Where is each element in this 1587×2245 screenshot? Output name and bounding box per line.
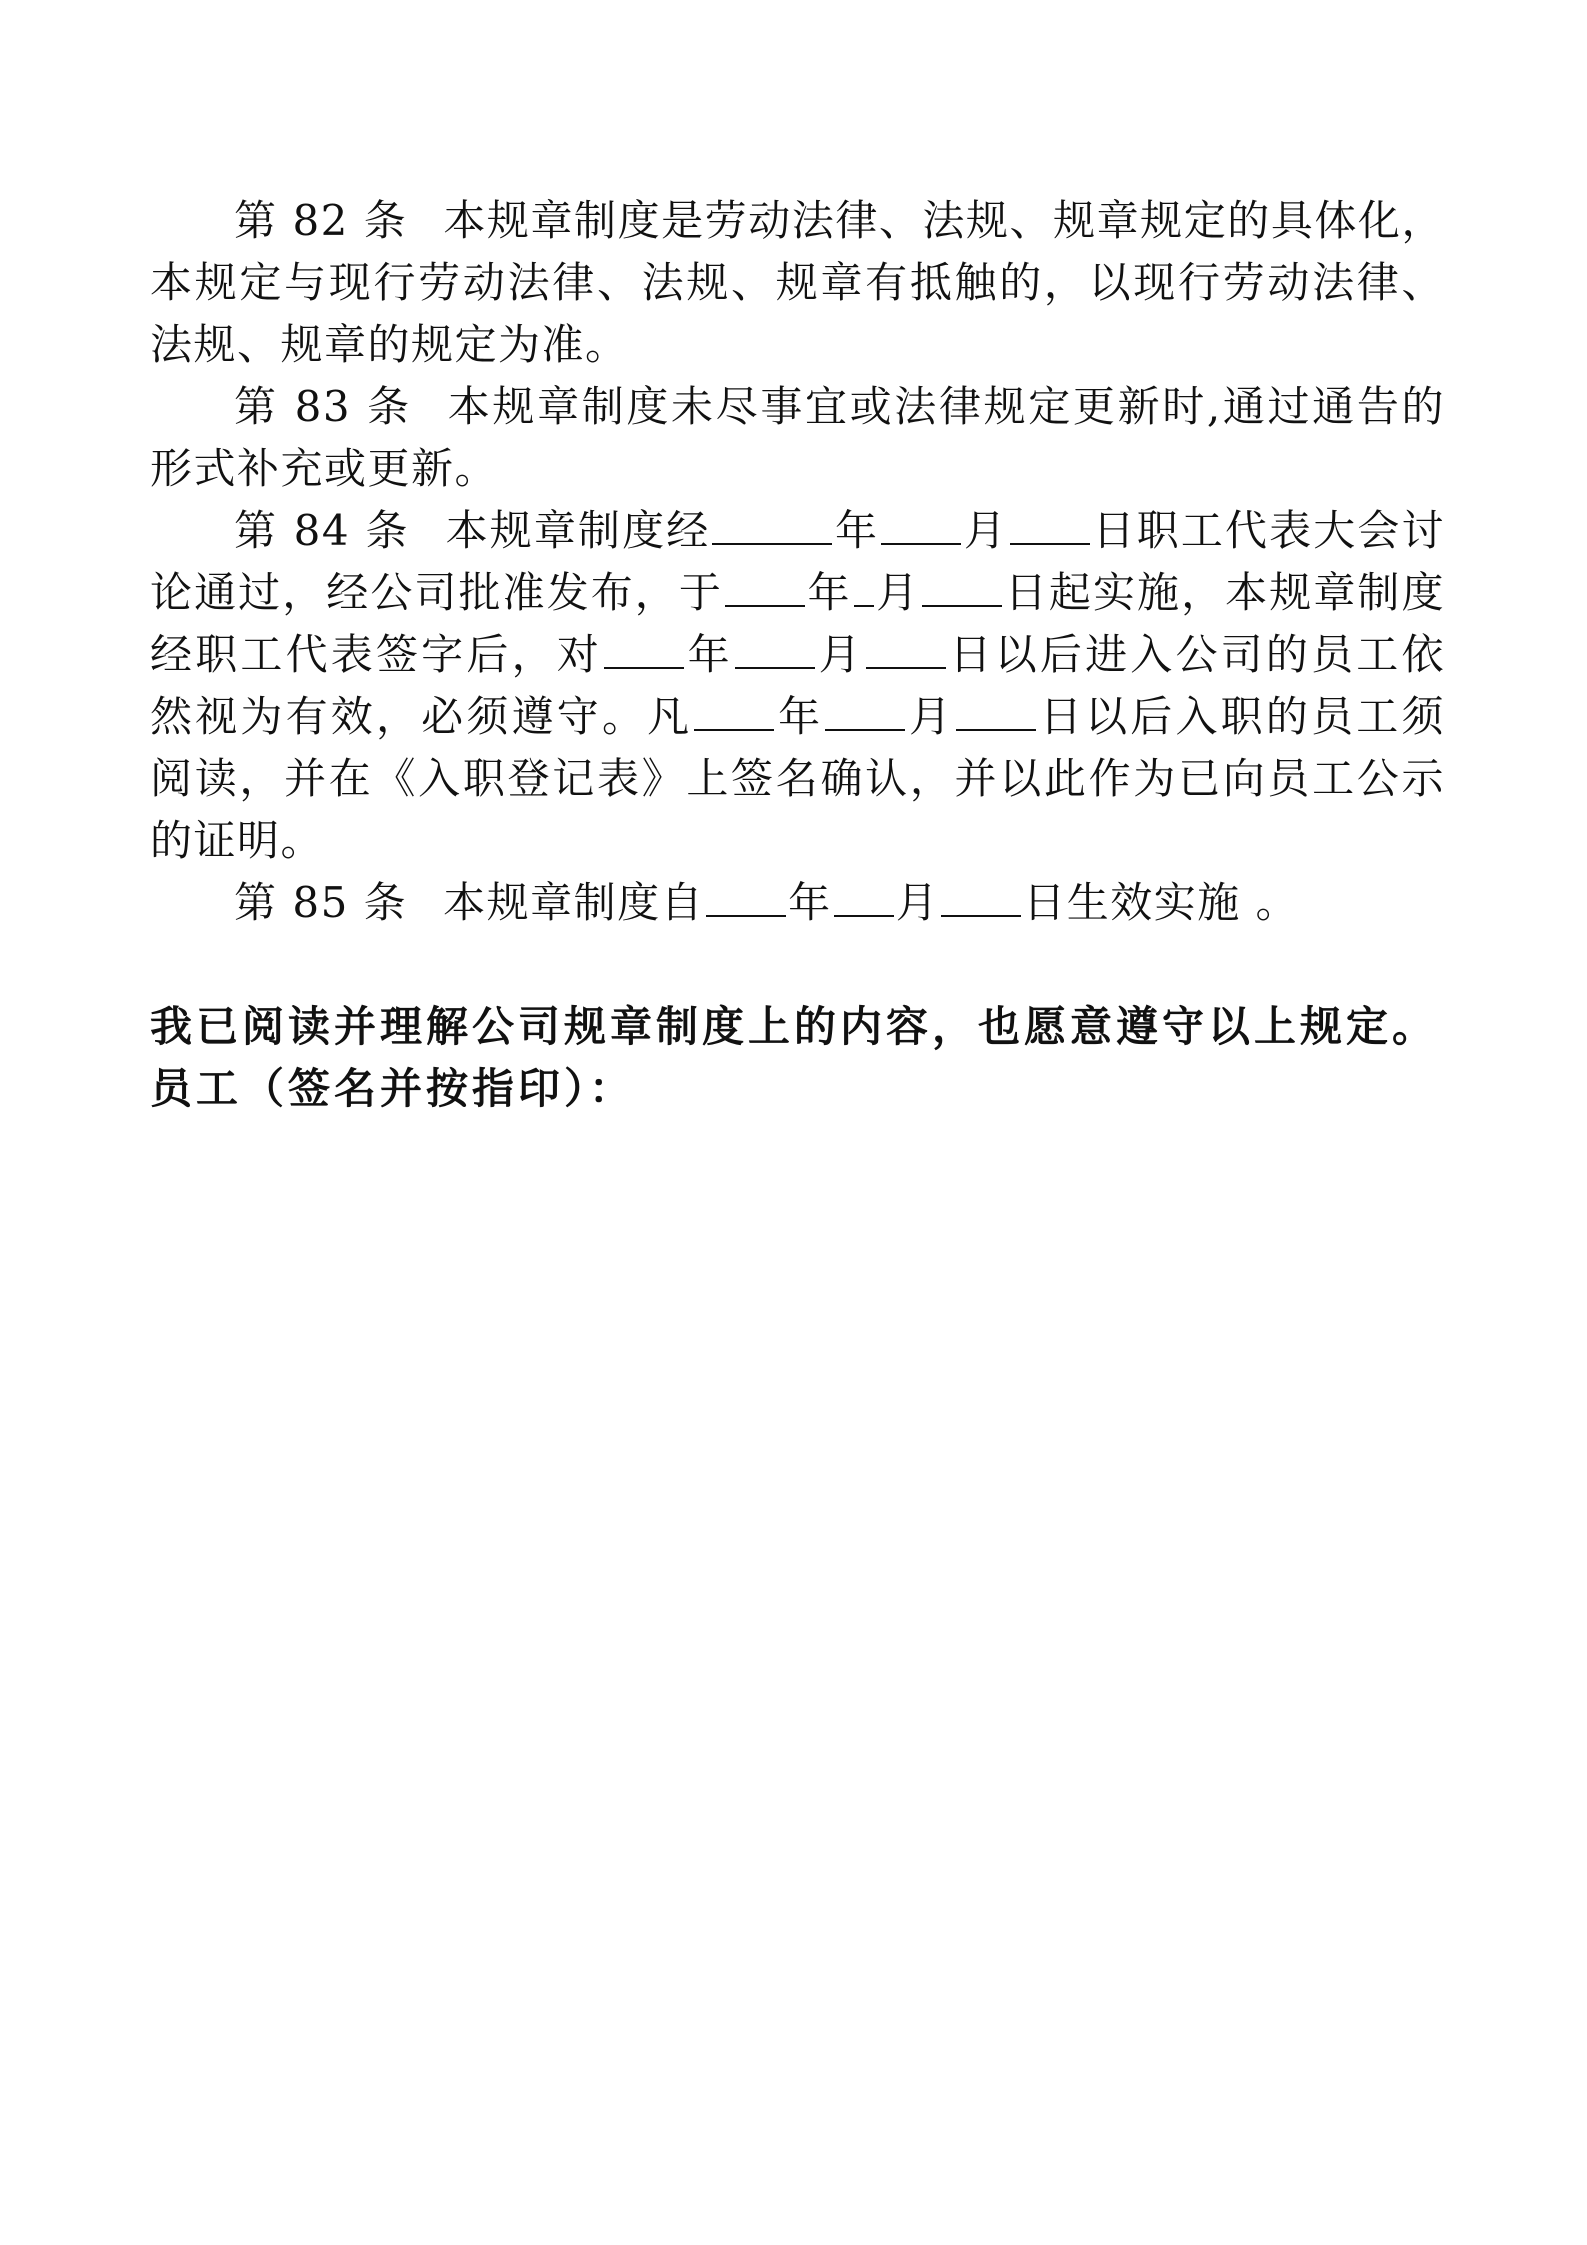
acknowledgement-statement: 我已阅读并理解公司规章制度上的内容，也愿意遵守以上规定。 bbox=[150, 1002, 1439, 1051]
blank-year[interactable] bbox=[712, 503, 832, 545]
blank-year[interactable] bbox=[706, 875, 786, 917]
month-label: 月 bbox=[816, 630, 864, 679]
blank-day[interactable] bbox=[941, 875, 1021, 917]
blank-month[interactable] bbox=[854, 565, 874, 607]
article-82 bbox=[150, 190, 1445, 376]
article-text: 本规章制度是劳动法律、法规、规章规定的具体化，本规定与现行劳动法律、法规、规章有抵触的，以现行劳动法律、法规、规章的规定为准。 bbox=[150, 196, 1445, 369]
blank-day[interactable] bbox=[1010, 503, 1090, 545]
blank-day[interactable] bbox=[922, 565, 1002, 607]
article-text: 日以后进入公司的员工依然视为有效，必须遵守。凡 bbox=[150, 630, 1445, 741]
article-text: 日职工代表大会讨论通过，经公司批准发布，于 bbox=[150, 506, 1445, 617]
article-number: 第 85 条 bbox=[234, 878, 408, 927]
document-body bbox=[150, 190, 1445, 1120]
blank-day[interactable] bbox=[956, 689, 1036, 731]
article-text: 日以后入职的员工须阅读，并在《入职登记表》上签名确认，并以此作为已向员工公示的证明。 bbox=[150, 692, 1445, 865]
article-number: 第 84 条 bbox=[234, 506, 410, 555]
blank-month[interactable] bbox=[881, 503, 961, 545]
month-label: 月 bbox=[907, 692, 955, 741]
article-text: 本规章制度经 bbox=[445, 506, 711, 555]
article-83 bbox=[150, 376, 1445, 500]
article-text: 本规章制度自 bbox=[443, 878, 705, 927]
article-84 bbox=[150, 500, 1445, 872]
article-text: 日生效实施 。 bbox=[1023, 878, 1300, 927]
month-label: 月 bbox=[895, 878, 940, 927]
blank-month[interactable] bbox=[825, 689, 905, 731]
article-number: 第 82 条 bbox=[234, 196, 408, 245]
month-label: 月 bbox=[963, 506, 1008, 555]
month-label: 月 bbox=[875, 568, 921, 617]
blank-year[interactable] bbox=[694, 689, 774, 731]
blank-year[interactable] bbox=[725, 565, 805, 607]
article-text: 本规章制度未尽事宜或法律规定更新时,通过通告的形式补充或更新。 bbox=[150, 382, 1445, 493]
blank-year[interactable] bbox=[604, 627, 684, 669]
article-85 bbox=[150, 872, 1445, 934]
year-label: 年 bbox=[685, 630, 733, 679]
year-label: 年 bbox=[788, 878, 832, 927]
section-spacer bbox=[150, 934, 1445, 996]
year-label: 年 bbox=[834, 506, 880, 555]
blank-day[interactable] bbox=[866, 627, 946, 669]
blank-month[interactable] bbox=[735, 627, 815, 669]
article-text: 日起实施，本规章制度经职工代表签字后，对 bbox=[150, 568, 1445, 679]
article-number: 第 83 条 bbox=[234, 382, 412, 431]
year-label: 年 bbox=[776, 692, 824, 741]
blank-month[interactable] bbox=[834, 875, 894, 917]
employee-signature-label: 员工（签名并按指印）： bbox=[150, 1064, 636, 1113]
year-label: 年 bbox=[806, 568, 852, 617]
